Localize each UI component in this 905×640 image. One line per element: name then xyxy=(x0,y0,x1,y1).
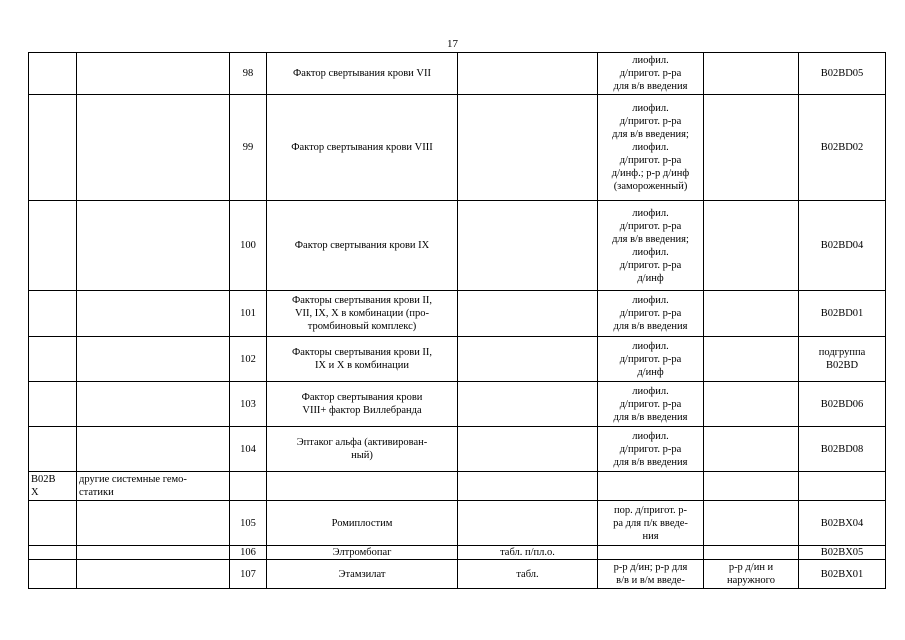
atc-code-cell: B02BX04 xyxy=(799,501,886,546)
table-row xyxy=(29,201,886,291)
code-cell xyxy=(29,427,77,472)
table-row xyxy=(29,546,886,560)
code-cell xyxy=(29,291,77,337)
number-cell: 100 xyxy=(230,201,267,291)
number-cell: 105 xyxy=(230,501,267,546)
table-row xyxy=(29,427,886,472)
dosage-form-2-cell xyxy=(598,546,704,560)
group-cell xyxy=(77,546,230,560)
drug-name-cell: Ромиплостим xyxy=(267,501,458,546)
number-cell: 102 xyxy=(230,337,267,382)
group-cell xyxy=(77,291,230,337)
dosage-form-3-cell xyxy=(704,501,799,546)
code-cell xyxy=(29,560,77,589)
code-cell xyxy=(29,95,77,201)
group-cell xyxy=(77,427,230,472)
atc-code-cell xyxy=(799,472,886,501)
code-cell xyxy=(29,501,77,546)
dosage-form-1-cell xyxy=(458,382,598,427)
table-row xyxy=(29,501,886,546)
drug-name-cell: Этамзилат xyxy=(267,560,458,589)
number-cell: 101 xyxy=(230,291,267,337)
drug-name-cell: Факторы свертывания крови II, IX и X в комбинации xyxy=(267,337,458,382)
drug-name-cell: Эптаког альфа (активирован- ный) xyxy=(267,427,458,472)
dosage-form-3-cell xyxy=(704,337,799,382)
group-cell: другие системные гемо- статики xyxy=(77,472,230,501)
dosage-form-3-cell xyxy=(704,95,799,201)
number-cell: 106 xyxy=(230,546,267,560)
group-cell xyxy=(77,382,230,427)
atc-code-cell: B02BD04 xyxy=(799,201,886,291)
group-cell xyxy=(77,560,230,589)
group-cell xyxy=(77,337,230,382)
atc-code-cell: B02BD02 xyxy=(799,95,886,201)
drug-name-cell: Фактор свертывания крови IX xyxy=(267,201,458,291)
code-cell xyxy=(29,546,77,560)
group-cell xyxy=(77,501,230,546)
dosage-form-2-cell: лиофил. д/пригот. р-ра для в/в введения xyxy=(598,427,704,472)
number-cell: 103 xyxy=(230,382,267,427)
dosage-form-3-cell xyxy=(704,546,799,560)
atc-code-cell: B02BD08 xyxy=(799,427,886,472)
atc-code-cell: B02BD06 xyxy=(799,382,886,427)
table-row xyxy=(29,560,886,589)
dosage-form-3-cell xyxy=(704,472,799,501)
dosage-form-1-cell xyxy=(458,472,598,501)
table-row xyxy=(29,95,886,201)
drug-name-cell: Фактор свертывания крови VIII+ фактор Виллебранда xyxy=(267,382,458,427)
table-row xyxy=(29,472,886,501)
code-cell xyxy=(29,382,77,427)
dosage-form-3-cell xyxy=(704,201,799,291)
number-cell xyxy=(230,472,267,501)
atc-code-cell: B02BX01 xyxy=(799,560,886,589)
group-cell xyxy=(77,201,230,291)
drug-name-cell xyxy=(267,472,458,501)
dosage-form-2-cell: лиофил. д/пригот. р-ра для в/в введения; лиофил. д/пригот. р-ра д/инф xyxy=(598,201,704,291)
code-cell: B02B X xyxy=(29,472,77,501)
table-row xyxy=(29,337,886,382)
atc-code-cell: подгруппа B02BD xyxy=(799,337,886,382)
dosage-form-2-cell: лиофил. д/пригот. р-ра для в/в введения xyxy=(598,382,704,427)
drug-name-cell: Фактор свертывания крови VIII xyxy=(267,95,458,201)
dosage-form-3-cell xyxy=(704,291,799,337)
code-cell xyxy=(29,337,77,382)
dosage-form-3-cell: р-р д/ин и наружного xyxy=(704,560,799,589)
table-row xyxy=(29,291,886,337)
code-cell xyxy=(29,201,77,291)
number-cell: 107 xyxy=(230,560,267,589)
number-cell: 104 xyxy=(230,427,267,472)
dosage-form-2-cell xyxy=(598,472,704,501)
atc-code-cell: B02BD05 xyxy=(799,53,886,95)
dosage-form-3-cell xyxy=(704,53,799,95)
dosage-form-2-cell: пор. д/пригот. р- ра для п/к введе- ния xyxy=(598,501,704,546)
dosage-form-1-cell xyxy=(458,427,598,472)
table-row xyxy=(29,53,886,95)
dosage-form-2-cell: лиофил. д/пригот. р-ра для в/в введения xyxy=(598,53,704,95)
drug-name-cell: Фактор свертывания крови VII xyxy=(267,53,458,95)
dosage-form-1-cell: табл. п/пл.о. xyxy=(458,546,598,560)
dosage-form-2-cell: лиофил. д/пригот. р-ра для в/в введения xyxy=(598,291,704,337)
atc-code-cell: B02BD01 xyxy=(799,291,886,337)
dosage-form-1-cell xyxy=(458,201,598,291)
atc-code-cell: B02BX05 xyxy=(799,546,886,560)
drug-table xyxy=(28,52,886,589)
table-row xyxy=(29,382,886,427)
dosage-form-3-cell xyxy=(704,382,799,427)
dosage-form-1-cell xyxy=(458,337,598,382)
dosage-form-3-cell xyxy=(704,427,799,472)
group-cell xyxy=(77,53,230,95)
drug-name-cell: Элтромбопаг xyxy=(267,546,458,560)
dosage-form-2-cell: лиофил. д/пригот. р-ра для в/в введения; лиофил. д/пригот. р-ра д/инф.; р-р д/инф (замороженный) xyxy=(598,95,704,201)
dosage-form-2-cell: лиофил. д/пригот. р-ра д/инф xyxy=(598,337,704,382)
number-cell: 99 xyxy=(230,95,267,201)
code-cell xyxy=(29,53,77,95)
dosage-form-1-cell: табл. xyxy=(458,560,598,589)
dosage-form-2-cell: р-р д/ин; р-р для в/в и в/м введе- xyxy=(598,560,704,589)
page-number: 17 xyxy=(447,38,458,50)
dosage-form-1-cell xyxy=(458,53,598,95)
group-cell xyxy=(77,95,230,201)
dosage-form-1-cell xyxy=(458,501,598,546)
dosage-form-1-cell xyxy=(458,291,598,337)
drug-name-cell: Факторы свертывания крови II, VII, IX, X в комбинации (про- тромбиновый комплекс) xyxy=(267,291,458,337)
dosage-form-1-cell xyxy=(458,95,598,201)
number-cell: 98 xyxy=(230,53,267,95)
